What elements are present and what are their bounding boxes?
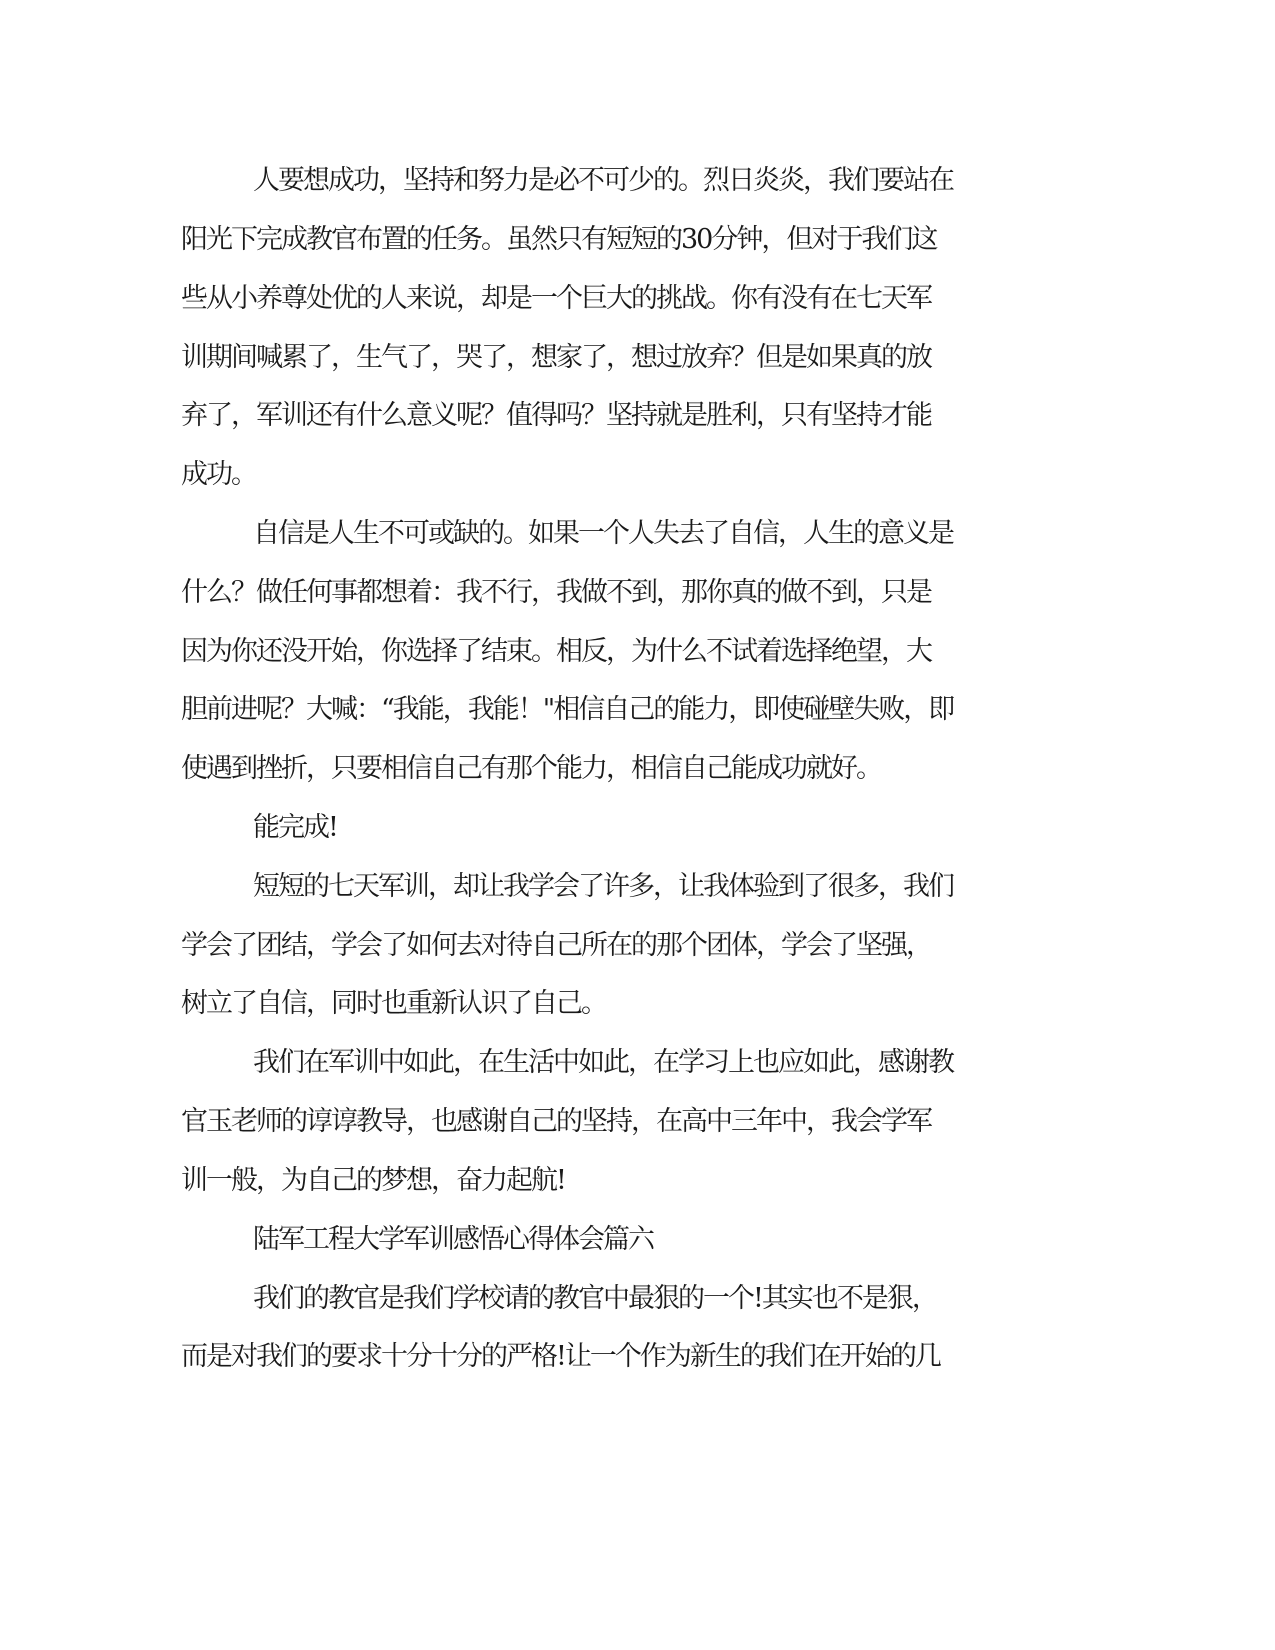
paragraph-line: 官玉老师的谆谆教导，也感谢自己的坚持，在高中三年中，我会学军 <box>181 1106 931 1137</box>
paragraph-line: 人要想成功，坚持和努力是必不可少的。烈日炎炎，我们要站在 <box>253 165 953 196</box>
paragraph-line: 自信是人生不可或缺的。如果一个人失去了自信，人生的意义是 <box>253 518 953 549</box>
paragraph-line: 树立了自信，同时也重新认识了自己。 <box>181 988 606 1019</box>
paragraph-line: 胆前进呢？大喊：“我能，我能！"相信自己的能力，即使碰壁失败，即 <box>181 694 954 725</box>
paragraph-line: 因为你还没开始，你选择了结束。相反，为什么不试着选择绝望，大 <box>181 636 931 667</box>
section-heading: 陆军工程大学军训感悟心得体会篇六 <box>253 1224 653 1255</box>
paragraph-line: 成功。 <box>181 459 256 490</box>
paragraph-line: 学会了团结，学会了如何去对待自己所在的那个团体，学会了坚强， <box>181 930 931 961</box>
paragraph-line: 弃了，军训还有什么意义呢？值得吗？坚持就是胜利，只有坚持才能 <box>181 400 931 431</box>
paragraph-line: 而是对我们的要求十分十分的严格!让一个作为新生的我们在开始的几 <box>181 1341 940 1372</box>
paragraph-line: 训期间喊累了，生气了，哭了，想家了，想过放弃？但是如果真的放 <box>181 342 931 373</box>
paragraph-line: 我们在军训中如此，在生活中如此，在学习上也应如此，感谢教 <box>253 1047 953 1078</box>
paragraph-line: 短短的七天军训，却让我学会了许多，让我体验到了很多，我们 <box>253 871 953 902</box>
paragraph-line: 训一般，为自己的梦想，奋力起航! <box>181 1165 565 1196</box>
paragraph-line: 阳光下完成教官布置的任务。虽然只有短短的30分钟，但对于我们这 <box>181 224 937 255</box>
paragraph-line: 什么？做任何事都想着：我不行，我做不到，那你真的做不到，只是 <box>181 577 931 608</box>
paragraph-line: 能完成! <box>253 812 337 843</box>
paragraph-line: 些从小养尊处优的人来说，却是一个巨大的挑战。你有没有在七天军 <box>181 283 931 314</box>
paragraph-line: 我们的教官是我们学校请的教官中最狠的一个!其实也不是狠， <box>253 1283 937 1314</box>
paragraph-line: 使遇到挫折，只要相信自己有那个能力，相信自己能成功就好。 <box>181 753 881 784</box>
